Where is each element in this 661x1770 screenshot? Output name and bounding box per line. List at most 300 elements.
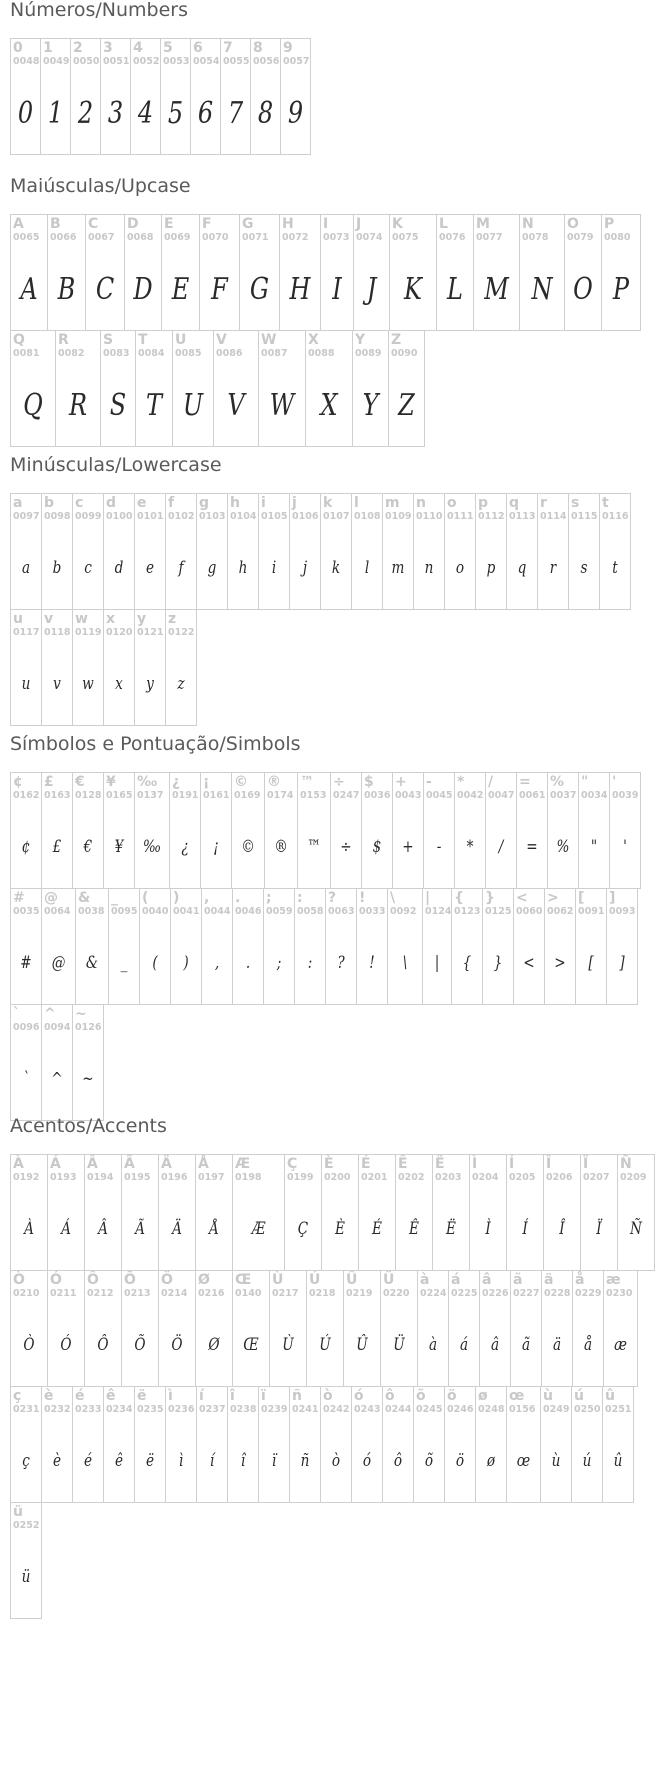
glyph-cell — [482, 888, 514, 1005]
glyph-preview: s — [580, 558, 588, 578]
glyph-preview: Y — [362, 387, 379, 423]
glyph-cell — [258, 1386, 290, 1503]
glyph-char-label: ÷ — [333, 774, 345, 790]
glyph-char-label: Û — [346, 1272, 358, 1288]
glyph-char-label: } — [485, 890, 495, 906]
glyph-char-label: w — [75, 611, 88, 627]
glyph-cell — [165, 493, 197, 610]
glyph-preview: ì — [178, 1451, 184, 1471]
glyph-code-label: 0069 — [164, 232, 191, 243]
glyph-char-label: b — [44, 495, 55, 511]
glyph-char-label: \ — [390, 890, 396, 906]
glyph-cell — [479, 1270, 511, 1387]
glyph-code-label: 0035 — [13, 906, 40, 917]
glyph-preview: e — [145, 558, 155, 578]
glyph-cell — [506, 1154, 544, 1271]
glyph-cell — [289, 1386, 321, 1503]
glyph-cell — [195, 1270, 233, 1387]
glyph-char-label: Ç — [287, 1156, 298, 1172]
section-0 — [10, 0, 660, 154]
glyph-grid — [10, 772, 660, 1120]
glyph-cell — [231, 772, 265, 889]
glyph-code-label: 0062 — [547, 906, 574, 917]
glyph-preview: t — [612, 558, 618, 578]
glyph-char-label: , — [204, 890, 210, 906]
glyph-cell — [297, 772, 331, 889]
glyph-preview: g — [207, 558, 217, 578]
glyph-cell — [160, 38, 191, 155]
glyph-code-label: 0064 — [44, 906, 71, 917]
glyph-code-label: 0118 — [44, 627, 71, 638]
glyph-code-label: 0137 — [137, 790, 164, 801]
glyph-preview: A — [20, 271, 38, 307]
glyph-char-label: õ — [416, 1388, 426, 1404]
glyph-code-label: 0066 — [50, 232, 77, 243]
glyph-char-label: B — [50, 216, 61, 232]
glyph-code-label: 0228 — [544, 1288, 571, 1299]
glyph-cell — [580, 1154, 618, 1271]
glyph-code-label: 0244 — [385, 1404, 412, 1415]
glyph-code-label: 0048 — [13, 56, 40, 67]
glyph-cell — [72, 493, 104, 610]
section-4 — [10, 1116, 660, 1618]
glyph-preview: f — [178, 558, 184, 578]
glyph-cell — [413, 493, 445, 610]
glyph-code-label: 0126 — [75, 1022, 102, 1033]
glyph-char-label: € — [75, 774, 85, 790]
glyph-char-label: ú — [574, 1388, 584, 1404]
glyph-preview: W — [269, 387, 295, 423]
glyph-code-label: 0059 — [266, 906, 293, 917]
glyph-char-label: ü — [13, 1504, 23, 1520]
glyph-preview: Ø — [208, 1335, 220, 1355]
glyph-code-label: 0247 — [333, 790, 360, 801]
glyph-char-label: œ — [509, 1388, 525, 1404]
glyph-cell — [602, 1386, 634, 1503]
glyph-code-label: 0224 — [420, 1288, 447, 1299]
glyph-preview: Å — [209, 1219, 219, 1239]
glyph-char-label: ó — [354, 1388, 364, 1404]
glyph-code-label: 0103 — [199, 511, 226, 522]
glyph-cell — [10, 609, 42, 726]
glyph-char-label: ô — [385, 1388, 395, 1404]
glyph-char-label: D — [127, 216, 139, 232]
glyph-preview: Ì — [485, 1219, 491, 1239]
glyph-char-label: s — [571, 495, 580, 511]
glyph-char-label: ‰ — [137, 774, 158, 790]
glyph-cell — [506, 1386, 541, 1503]
glyph-code-label: 0236 — [168, 1404, 195, 1415]
glyph-preview: ‰ — [142, 837, 162, 857]
glyph-cell — [306, 1270, 344, 1387]
glyph-cell — [103, 609, 135, 726]
glyph-code-label: 0237 — [199, 1404, 226, 1415]
glyph-preview: Â — [98, 1219, 108, 1239]
glyph-code-label: 0109 — [385, 511, 412, 522]
glyph-char-label: â — [482, 1272, 492, 1288]
glyph-code-label: 0219 — [346, 1288, 373, 1299]
glyph-code-label: 0117 — [13, 627, 40, 638]
glyph-cell — [519, 214, 565, 331]
glyph-char-label: N — [522, 216, 534, 232]
glyph-char-label: ® — [267, 774, 281, 790]
glyph-preview: H — [289, 271, 311, 307]
glyph-code-label: 0071 — [242, 232, 269, 243]
glyph-char-label: Á — [50, 1156, 61, 1172]
glyph-preview: ^ — [51, 1069, 63, 1089]
glyph-char-label: È — [324, 1156, 334, 1172]
glyph-char-label: æ — [606, 1272, 621, 1288]
glyph-cell — [258, 493, 290, 610]
glyph-preview: ø — [486, 1451, 496, 1471]
glyph-preview: 4 — [137, 95, 154, 131]
glyph-code-label: 0195 — [124, 1172, 151, 1183]
glyph-char-label: Œ — [235, 1272, 252, 1288]
glyph-cell — [196, 493, 228, 610]
glyph-cell — [320, 214, 354, 331]
glyph-cell — [108, 888, 140, 1005]
glyph-preview: ; — [276, 953, 282, 973]
glyph-char-label: x — [106, 611, 116, 627]
glyph-char-label: * — [457, 774, 465, 790]
glyph-cell — [70, 38, 101, 155]
glyph-code-label: 0210 — [13, 1288, 40, 1299]
glyph-cell — [41, 1004, 73, 1121]
glyph-code-label: 0120 — [106, 627, 133, 638]
glyph-preview: œ — [516, 1451, 531, 1471]
glyph-preview: Ï — [596, 1219, 602, 1239]
glyph-cell — [124, 214, 162, 331]
glyph-code-label: 0251 — [605, 1404, 632, 1415]
glyph-code-label: 0230 — [606, 1288, 633, 1299]
glyph-cell — [10, 493, 42, 610]
glyph-char-label: T — [138, 332, 148, 348]
glyph-code-label: 0193 — [50, 1172, 77, 1183]
glyph-char-label: 2 — [73, 40, 83, 56]
glyph-preview: q — [517, 558, 527, 578]
glyph-char-label: 7 — [223, 40, 233, 56]
glyph-code-label: 0060 — [516, 906, 543, 917]
glyph-char-label: Ò — [13, 1272, 25, 1288]
glyph-code-label: 0209 — [620, 1172, 647, 1183]
glyph-code-label: 0194 — [87, 1172, 114, 1183]
glyph-code-label: 0229 — [575, 1288, 602, 1299]
glyph-cell — [513, 888, 545, 1005]
glyph-code-label: 0245 — [416, 1404, 443, 1415]
glyph-cell — [100, 38, 131, 155]
glyph-preview: ó — [362, 1451, 372, 1471]
glyph-char-label: 8 — [253, 40, 263, 56]
glyph-char-label: ` — [13, 1006, 20, 1022]
glyph-cell — [72, 1004, 104, 1121]
glyph-preview: c — [84, 558, 92, 578]
glyph-cell — [321, 1154, 359, 1271]
glyph-char-label: W — [261, 332, 277, 348]
glyph-code-label: 0213 — [124, 1288, 151, 1299]
glyph-preview: ® — [274, 837, 288, 857]
glyph-code-label: 0095 — [111, 906, 138, 917]
glyph-code-label: 0040 — [142, 906, 169, 917]
glyph-code-label: 0097 — [13, 511, 40, 522]
glyph-cell — [134, 772, 170, 889]
glyph-char-label: ) — [173, 890, 180, 906]
glyph-cell — [232, 1154, 285, 1271]
glyph-code-label: 0042 — [457, 790, 484, 801]
glyph-code-label: 0110 — [416, 511, 443, 522]
glyph-preview: í — [209, 1451, 215, 1471]
glyph-cell — [575, 888, 607, 1005]
glyph-cell — [289, 493, 321, 610]
glyph-code-label: 0076 — [439, 232, 466, 243]
glyph-preview: T — [145, 387, 162, 423]
glyph-cell — [232, 888, 264, 1005]
glyph-cell — [130, 38, 161, 155]
glyph-preview: ¿ — [181, 837, 189, 857]
glyph-cell — [103, 1386, 135, 1503]
glyph-preview: * — [466, 837, 474, 857]
glyph-cell — [10, 888, 42, 1005]
glyph-code-label: 0080 — [604, 232, 631, 243]
glyph-char-label: k — [323, 495, 333, 511]
glyph-cell — [227, 493, 259, 610]
glyph-preview: ù — [551, 1451, 561, 1471]
glyph-preview: Î — [559, 1219, 565, 1239]
glyph-char-label: © — [234, 774, 248, 790]
glyph-cell — [100, 330, 136, 447]
glyph-preview: ~ — [82, 1069, 94, 1089]
glyph-preview: ñ — [300, 1451, 310, 1471]
glyph-char-label: = — [519, 774, 531, 790]
glyph-cell — [617, 1154, 655, 1271]
glyph-preview: - — [436, 837, 442, 857]
glyph-code-label: 0078 — [522, 232, 549, 243]
glyph-preview: S — [109, 387, 127, 423]
glyph-cell — [195, 1154, 233, 1271]
glyph-code-label: 0094 — [44, 1022, 71, 1033]
glyph-code-label: 0049 — [43, 56, 70, 67]
glyph-char-label: / — [488, 774, 494, 790]
glyph-char-label: m — [385, 495, 400, 511]
glyph-preview: F — [211, 271, 228, 307]
glyph-code-label: 0084 — [138, 348, 165, 359]
glyph-code-label: 0231 — [13, 1404, 40, 1415]
glyph-cell — [469, 1154, 507, 1271]
glyph-preview: = — [526, 837, 538, 857]
glyph-code-label: 0191 — [172, 790, 199, 801]
glyph-preview: É — [372, 1219, 382, 1239]
glyph-cell — [158, 1270, 196, 1387]
glyph-char-label: 1 — [43, 40, 53, 56]
glyph-char-label: ï — [261, 1388, 266, 1404]
glyph-cell — [475, 1386, 507, 1503]
glyph-cell — [358, 1154, 396, 1271]
glyph-cell — [220, 38, 251, 155]
glyph-code-label: 0123 — [454, 906, 481, 917]
glyph-preview: K — [404, 271, 422, 307]
glyph-char-label: G — [242, 216, 254, 232]
glyph-preview: U — [182, 387, 204, 423]
glyph-code-label: 0054 — [193, 56, 220, 67]
glyph-preview: # — [20, 953, 32, 973]
glyph-cell — [103, 772, 135, 889]
glyph-cell — [10, 38, 41, 155]
glyph-cell — [169, 772, 201, 889]
glyph-char-label: ù — [543, 1388, 553, 1404]
glyph-cell — [432, 1154, 470, 1271]
glyph-cell — [41, 609, 73, 726]
glyph-preview: j — [302, 558, 308, 578]
glyph-preview: i — [271, 558, 277, 578]
glyph-char-label: % — [550, 774, 565, 790]
glyph-cell — [606, 888, 638, 1005]
glyph-char-label: Â — [87, 1156, 98, 1172]
glyph-code-label: 0058 — [297, 906, 324, 917]
glyph-cell — [609, 772, 641, 889]
glyph-code-label: 0169 — [234, 790, 261, 801]
glyph-cell — [392, 772, 424, 889]
glyph-char-label: 5 — [163, 40, 173, 56]
glyph-code-label: 0092 — [390, 906, 417, 917]
glyph-preview: Ô — [97, 1335, 109, 1355]
glyph-preview: ò — [331, 1451, 341, 1471]
glyph-code-label: 0242 — [323, 1404, 350, 1415]
glyph-code-label: 0211 — [50, 1288, 77, 1299]
glyph-preview: ? — [337, 953, 345, 973]
glyph-code-label: 0055 — [223, 56, 250, 67]
glyph-cell — [413, 1386, 445, 1503]
glyph-cell — [72, 1386, 104, 1503]
glyph-preview: 0 — [17, 95, 34, 131]
glyph-code-label: 0104 — [230, 511, 257, 522]
glyph-char-label: ! — [359, 890, 366, 906]
glyph-code-label: 0070 — [202, 232, 229, 243]
glyph-preview: ` — [22, 1069, 30, 1089]
glyph-code-label: 0163 — [44, 790, 71, 801]
glyph-char-label: # — [13, 890, 25, 906]
glyph-code-label: 0203 — [435, 1172, 462, 1183]
glyph-cell — [170, 888, 202, 1005]
glyph-cell — [190, 38, 221, 155]
glyph-code-label: 0065 — [13, 232, 40, 243]
glyph-char-label: 3 — [103, 40, 113, 56]
glyph-char-label: j — [292, 495, 297, 511]
glyph-code-label: 0212 — [87, 1288, 114, 1299]
glyph-char-label: Q — [13, 332, 25, 348]
glyph-cell — [444, 1386, 476, 1503]
glyph-char-label: X — [308, 332, 319, 348]
glyph-cell — [10, 1154, 48, 1271]
glyph-cell — [475, 493, 507, 610]
glyph-char-label: E — [164, 216, 174, 232]
glyph-preview: ë — [145, 1451, 155, 1471]
glyph-char-label: É — [361, 1156, 371, 1172]
glyph-code-label: 0046 — [235, 906, 262, 917]
glyph-code-label: 0045 — [426, 790, 453, 801]
glyph-preview: @ — [51, 953, 66, 973]
glyph-cell — [161, 214, 200, 331]
glyph-code-label: 0220 — [383, 1288, 410, 1299]
glyph-char-label: Î — [546, 1156, 552, 1172]
glyph-preview: P — [612, 271, 630, 307]
glyph-preview: À — [24, 1219, 34, 1239]
glyph-preview: ô — [393, 1451, 403, 1471]
glyph-preview: J — [366, 271, 377, 307]
glyph-char-label: 4 — [133, 40, 143, 56]
glyph-preview: È — [335, 1219, 345, 1239]
glyph-code-label: 0232 — [44, 1404, 71, 1415]
glyph-code-label: 0052 — [133, 56, 160, 67]
glyph-cell — [10, 1386, 42, 1503]
glyph-cell — [121, 1270, 159, 1387]
glyph-preview: a — [21, 558, 31, 578]
glyph-code-label: 0050 — [73, 56, 100, 67]
glyph-preview: Ñ — [630, 1219, 642, 1239]
glyph-code-label: 0077 — [476, 232, 503, 243]
glyph-char-label: p — [478, 495, 489, 511]
glyph-code-label: 0102 — [168, 511, 195, 522]
glyph-char-label: h — [230, 495, 240, 511]
glyph-code-label: 0112 — [478, 511, 505, 522]
glyph-code-label: 0174 — [267, 790, 294, 801]
glyph-code-label: 0207 — [583, 1172, 610, 1183]
glyph-preview: ü — [21, 1567, 31, 1587]
glyph-preview: k — [331, 558, 341, 578]
glyph-char-label: Ù — [272, 1272, 284, 1288]
glyph-cell — [320, 1386, 352, 1503]
glyph-preview: > — [554, 953, 566, 973]
glyph-code-label: 0249 — [543, 1404, 570, 1415]
glyph-preview: u — [21, 674, 31, 694]
glyph-cell — [47, 214, 86, 331]
glyph-cell — [165, 609, 197, 726]
glyph-preview: 2 — [77, 95, 94, 131]
glyph-char-label: l — [354, 495, 359, 511]
glyph-cell — [506, 493, 538, 610]
glyph-cell — [516, 772, 548, 889]
glyph-code-label: 0089 — [355, 348, 382, 359]
glyph-cell — [382, 1386, 414, 1503]
glyph-code-label: 0205 — [509, 1172, 536, 1183]
glyph-char-label: " — [581, 774, 589, 790]
glyph-code-label: 0238 — [230, 1404, 257, 1415]
glyph-preview: 5 — [167, 95, 184, 131]
glyph-cell — [10, 214, 48, 331]
glyph-cell — [84, 1270, 122, 1387]
glyph-code-label: 0239 — [261, 1404, 288, 1415]
glyph-cell — [353, 214, 390, 331]
glyph-code-label: 0114 — [540, 511, 567, 522]
glyph-cell — [564, 214, 602, 331]
glyph-cell — [47, 1270, 85, 1387]
glyph-code-label: 0202 — [398, 1172, 425, 1183]
glyph-char-label: i — [261, 495, 266, 511]
glyph-code-label: 0121 — [137, 627, 164, 638]
glyph-char-label: ; — [266, 890, 272, 906]
glyph-cell — [448, 1270, 480, 1387]
glyph-code-label: 0199 — [287, 1172, 314, 1183]
glyph-cell — [361, 772, 393, 889]
glyph-preview: | — [434, 953, 440, 973]
glyph-cell — [284, 1154, 322, 1271]
glyph-preview: b — [52, 558, 62, 578]
glyph-char-label: Ø — [198, 1272, 210, 1288]
glyph-char-label: : — [297, 890, 303, 906]
glyph-code-label: 0140 — [235, 1288, 262, 1299]
glyph-preview: æ — [614, 1335, 627, 1355]
glyph-code-label: 0248 — [478, 1404, 505, 1415]
glyph-char-label: g — [199, 495, 210, 511]
glyph-char-label: K — [392, 216, 403, 232]
